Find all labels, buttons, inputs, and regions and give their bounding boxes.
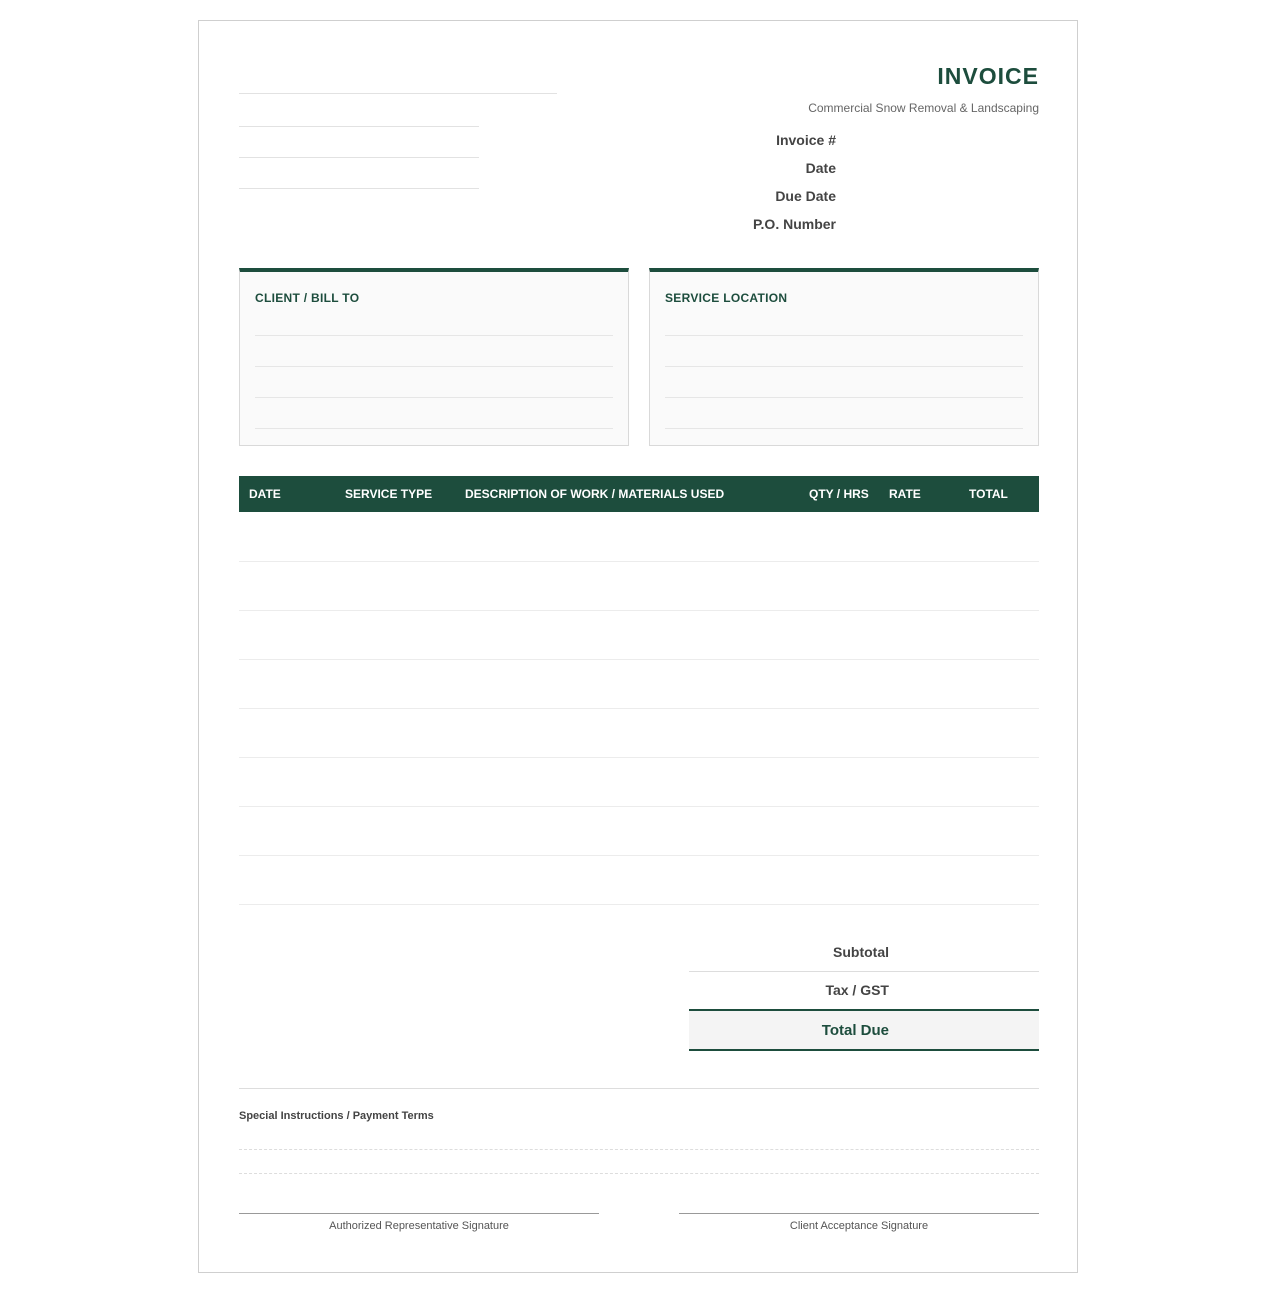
col-rate: RATE bbox=[889, 487, 921, 501]
invoice-subtitle: Commercial Snow Removal & Landscaping bbox=[808, 101, 1039, 115]
location-line bbox=[665, 397, 1023, 398]
company-address-line bbox=[239, 126, 479, 127]
company-contact-line bbox=[239, 188, 479, 189]
invoice-page bbox=[198, 20, 1078, 1273]
client-line bbox=[255, 397, 613, 398]
client-bill-to-box bbox=[239, 268, 629, 446]
due-date-label: Due Date bbox=[775, 188, 836, 204]
items-table-header bbox=[239, 476, 1039, 512]
invoice-title: INVOICE bbox=[937, 63, 1039, 89]
location-box-title: SERVICE LOCATION bbox=[665, 291, 788, 305]
col-date: DATE bbox=[249, 487, 281, 501]
table-row bbox=[239, 904, 1039, 905]
instructions-label: Special Instructions / Payment Terms bbox=[239, 1110, 434, 1122]
table-row bbox=[239, 757, 1039, 758]
instructions-line bbox=[239, 1149, 1039, 1150]
table-row bbox=[239, 561, 1039, 562]
client-line bbox=[255, 366, 613, 367]
table-row bbox=[239, 610, 1039, 611]
client-box-title: CLIENT / BILL TO bbox=[255, 291, 360, 305]
tax-label: Tax / GST bbox=[825, 982, 889, 998]
col-total: TOTAL bbox=[969, 487, 1008, 501]
invoice-content bbox=[239, 21, 1039, 1272]
location-line bbox=[665, 428, 1023, 429]
col-description: DESCRIPTION OF WORK / MATERIALS USED bbox=[465, 487, 725, 501]
instructions-line bbox=[239, 1173, 1039, 1174]
table-row bbox=[239, 855, 1039, 856]
col-qty-hrs: QTY / HRS bbox=[809, 487, 869, 501]
location-line bbox=[665, 366, 1023, 367]
col-service-type: SERVICE TYPE bbox=[345, 487, 433, 501]
table-row bbox=[239, 659, 1039, 660]
client-line bbox=[255, 335, 613, 336]
authorized-signature: Authorized Representative Signature bbox=[239, 1213, 599, 1232]
invoice-number-label: Invoice # bbox=[776, 132, 836, 148]
service-location-box bbox=[649, 268, 1039, 446]
subtotal-label: Subtotal bbox=[833, 944, 889, 960]
table-row bbox=[239, 806, 1039, 807]
tax-row bbox=[689, 972, 1039, 1011]
total-due-label: Total Due bbox=[821, 1022, 889, 1039]
invoice-meta bbox=[753, 131, 836, 243]
location-line bbox=[665, 335, 1023, 336]
po-number-label: P.O. Number bbox=[753, 216, 836, 232]
footer-divider bbox=[239, 1088, 1039, 1089]
invoice-date-label: Date bbox=[805, 160, 836, 176]
company-city-line bbox=[239, 157, 479, 158]
total-due-row bbox=[689, 1011, 1039, 1051]
totals-block bbox=[689, 934, 1039, 1051]
subtotal-row bbox=[689, 934, 1039, 972]
client-line bbox=[255, 428, 613, 429]
table-row bbox=[239, 708, 1039, 709]
company-name-line bbox=[239, 93, 557, 94]
client-signature: Client Acceptance Signature bbox=[679, 1213, 1039, 1232]
